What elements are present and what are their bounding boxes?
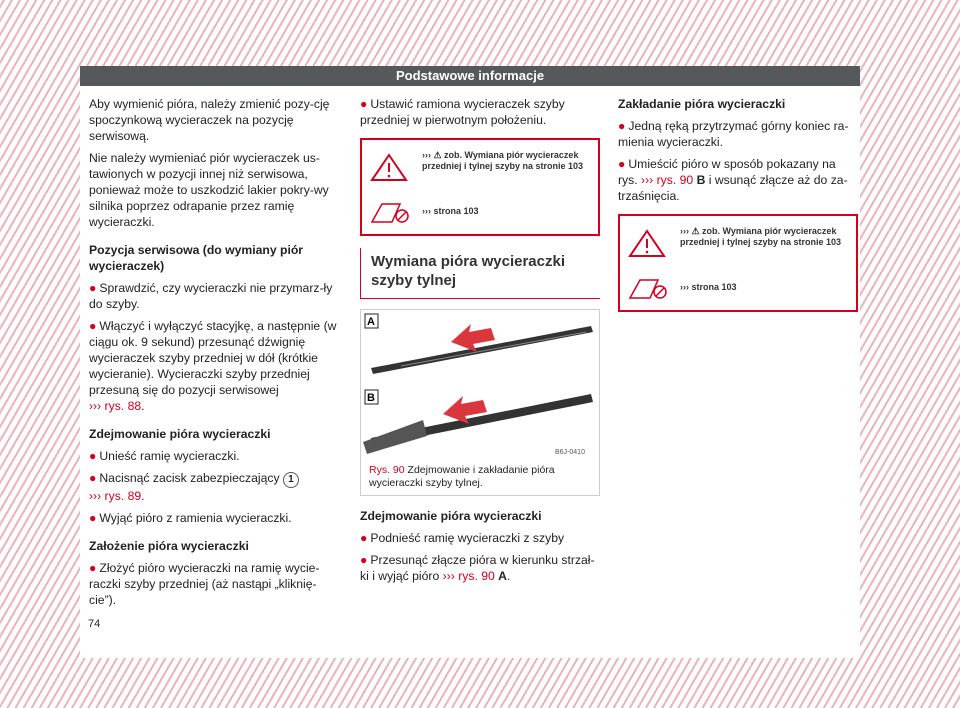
figure-reference-link[interactable]: ››› rys. 88 — [89, 399, 142, 413]
list-item: ● Sprawdzić, czy wycieraczki nie przymarz-ły do szyby. — [89, 281, 333, 311]
figure-caption: Rys. 90 Zdejmowanie i zakładanie pióra wycieraczki szyby tylnej. — [369, 464, 555, 489]
figure — [360, 309, 600, 496]
list-item: ● Jedną ręką przytrzymać górny koniec ra-mienia wycieraczki. — [618, 119, 849, 149]
warning-text-link[interactable]: ››› ⚠ zob. Wymiana piór wycieraczek przedniej i tylnej szyby na stronie 103 — [680, 226, 842, 247]
list-item: ● Unieść ramię wycieraczki. — [89, 449, 240, 463]
figure-reference-link[interactable]: ››› rys. 89 — [89, 489, 142, 503]
figure-label-b: B — [367, 392, 375, 404]
warning-text-link[interactable]: ››› ⚠ zob. Wymiana piór wycieraczek przedniej i tylnej szyby na stronie 103 — [422, 150, 584, 171]
figure-label-a: A — [367, 316, 375, 328]
bullet-icon: ● — [89, 471, 97, 485]
bullet-icon: ● — [360, 531, 368, 545]
subheading: Założenie pióra wycieraczki — [89, 539, 249, 553]
list-item: ● Umieścić pióro w sposób pokazany na rys. ››› rys. 90 B i wsunąć złącze aż do za-trzaśnięcia. — [618, 157, 848, 203]
list-item: ● Nacisnąć zacisk zabezpieczający 1 ››› rys. 89. — [89, 470, 342, 504]
section-title: Wymiana pióra wycieraczki szyby tylnej — [360, 248, 600, 299]
bullet-icon: ● — [360, 553, 368, 567]
list-item: ● Ustawić ramiona wycieraczek szyby przedniej w pierwotnym położeniu. — [360, 97, 565, 127]
bullet-icon: ● — [89, 561, 97, 575]
paragraph: Aby wymienić pióra, należy zmienić pozy-cję spoczynkową wycieraczek na pozycję serwisową. — [89, 97, 330, 143]
warning-triangle-icon — [628, 228, 666, 258]
bullet-icon: ● — [89, 511, 97, 525]
bullet-icon: ● — [618, 119, 626, 133]
figure-code: B6J-0410 — [555, 449, 585, 456]
page-reference-link[interactable]: ››› strona 103 — [422, 206, 479, 216]
bullet-icon: ● — [360, 97, 368, 111]
bullet-icon: ● — [89, 319, 97, 333]
figure-reference-link[interactable]: ››› rys. 90 — [442, 569, 495, 583]
warning-box — [360, 138, 600, 236]
subheading: Zakładanie pióra wycieraczki — [618, 97, 786, 111]
figure-reference-link[interactable]: ››› rys. 90 — [641, 173, 694, 187]
manual-page — [80, 66, 860, 658]
callout-number: 1 — [283, 472, 299, 488]
subheading: Zdejmowanie pióra wycieraczki — [89, 427, 271, 441]
manual-book-icon — [370, 200, 412, 226]
page-header: Podstawowe informacje — [80, 66, 860, 86]
paragraph: Nie należy wymieniać piór wycieraczek us-tawionych w pozycji innej niż serwisowa, ponieważ może to uszkodzić lakier pokry-wy silnika poprzez odrapanie przez ramię wycieraczki. — [89, 151, 329, 229]
bullet-icon: ● — [89, 281, 97, 295]
bullet-icon: ● — [618, 157, 626, 171]
subheading: Zdejmowanie pióra wycieraczki — [360, 509, 542, 523]
list-item: ● Podnieść ramię wycieraczki z szyby — [360, 531, 565, 545]
list-item: ● Przesunąć złącze pióra w kierunku strzał-ki i wyjąć pióro ››› rys. 90 A. — [360, 553, 595, 583]
column-3 — [618, 96, 858, 324]
column-1 — [89, 96, 342, 614]
page-number: 74 — [88, 618, 101, 630]
warning-box — [618, 214, 858, 312]
warning-triangle-icon — [370, 152, 408, 182]
subheading: Pozycja serwisowa (do wymiany piór wycieraczek) — [89, 243, 304, 273]
bullet-icon: ● — [89, 449, 97, 463]
manual-book-icon — [628, 276, 670, 302]
list-item: ● Wyjąć pióro z ramienia wycieraczki. — [89, 511, 292, 525]
column-2 — [360, 96, 600, 590]
page-reference-link[interactable]: ››› strona 103 — [680, 282, 737, 292]
list-item: ● Włączyć i wyłączyć stacyjkę, a następnie (w ciągu ok. 9 sekund) przesunąć dźwignię wycieraczek szyby przedniej w dół (krótkie wycieranie). Wycieraczki szyby przedniej przesuną się do pozycji serwisowej ››› rys. 88. — [89, 319, 337, 413]
wiper-blade-illustration — [361, 310, 599, 458]
list-item: ● Złożyć pióro wycieraczki na ramię wycie-raczki szyby przedniej (aż nastąpi „kliknię-cie”). — [89, 561, 320, 607]
